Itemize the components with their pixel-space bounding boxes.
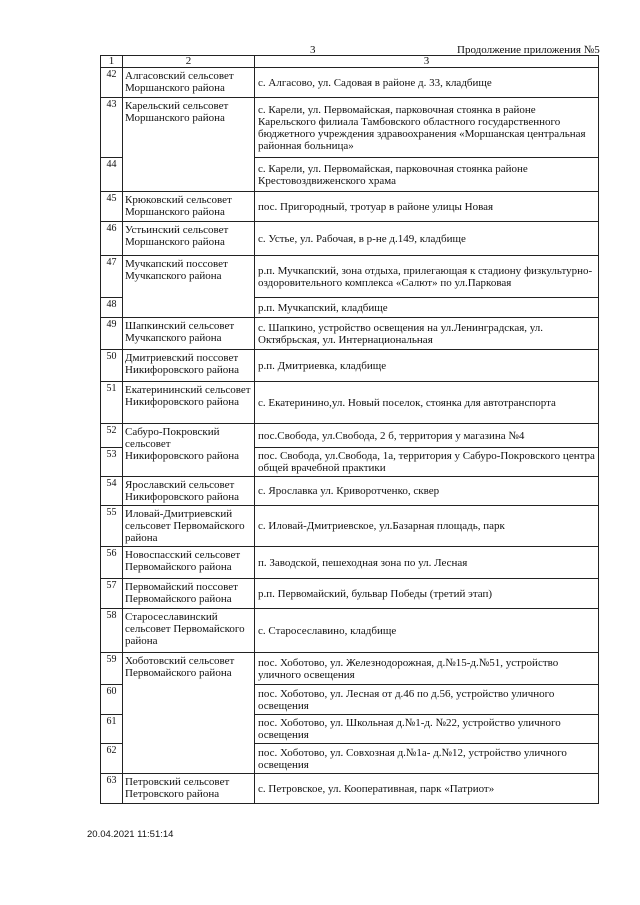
- district-name: Иловай-Дмитриевский сельсовет Первомайского района: [123, 506, 255, 547]
- row-number: 54: [101, 477, 123, 506]
- row-number: 57: [101, 579, 123, 609]
- table-row: [101, 653, 599, 685]
- table-row: [101, 68, 599, 98]
- table-row: [101, 318, 599, 350]
- column-header: 2: [123, 56, 255, 68]
- row-number: 53: [101, 448, 123, 477]
- row-number: 55: [101, 506, 123, 547]
- location-text: п. Заводской, пешеходная зона по ул. Лесная: [255, 547, 599, 579]
- row-number: 48: [101, 298, 123, 318]
- table-row: [101, 222, 599, 256]
- row-number: 56: [101, 547, 123, 579]
- table-row: [101, 382, 599, 424]
- continuation-note: Продолжение приложения №5: [457, 44, 600, 56]
- location-text: пос. Хоботово, ул. Совхозная д.№1а- д.№12, устройство уличного освещения: [255, 744, 599, 774]
- location-text: пос. Хоботово, ул. Школьная д.№1-д. №22, устройство уличного освещения: [255, 715, 599, 744]
- location-text: р.п. Первомайский, бульвар Победы (третий этап): [255, 579, 599, 609]
- table-row: [101, 774, 599, 804]
- location-text: с. Устье, ул. Рабочая, в р-не д.149, кладбище: [255, 222, 599, 256]
- district-name: Петровский сельсовет Петровского района: [123, 774, 255, 804]
- district-name: Алгасовский сельсовет Моршанского района: [123, 68, 255, 98]
- row-number: 61: [101, 715, 123, 744]
- location-text: пос. Хоботово, ул. Лесная от д.46 по д.56, устройство уличного освещения: [255, 685, 599, 715]
- table-row: [101, 506, 599, 547]
- row-number: 50: [101, 350, 123, 382]
- location-text: с. Карели, ул. Первомайская, парковочная стоянка в районе Карельского филиала Тамбовского областного государственного бюджетного учреждения здравоохранения «Моршанская центральная районная больница»: [255, 98, 599, 158]
- table-row: [101, 424, 599, 448]
- row-number: 42: [101, 68, 123, 98]
- column-header: 1: [101, 56, 123, 68]
- row-number: 58: [101, 609, 123, 653]
- district-name: Сабуро-Покровский сельсовет Никифоровского района: [123, 424, 255, 477]
- row-number: 51: [101, 382, 123, 424]
- location-text: с. Карели, ул. Первомайская, парковочная стоянка районе Крестовоздвиженского храма: [255, 158, 599, 192]
- district-name: Ярославский сельсовет Никифоровского района: [123, 477, 255, 506]
- row-number: 63: [101, 774, 123, 804]
- district-name: Первомайский поссовет Первомайского района: [123, 579, 255, 609]
- row-number: 59: [101, 653, 123, 685]
- row-number: 43: [101, 98, 123, 158]
- district-name: Новоспасский сельсовет Первомайского района: [123, 547, 255, 579]
- location-text: р.п. Мучкапский, кладбище: [255, 298, 599, 318]
- table-row: [101, 192, 599, 222]
- location-text: пос. Хоботово, ул. Железнодорожная, д.№15-д.№51, устройство уличного освещения: [255, 653, 599, 685]
- row-number: 47: [101, 256, 123, 298]
- row-number: 44: [101, 158, 123, 192]
- location-text: пос. Пригородный, тротуар в районе улицы Новая: [255, 192, 599, 222]
- district-name: Хоботовский сельсовет Первомайского района: [123, 653, 255, 774]
- district-name: Карельский сельсовет Моршанского района: [123, 98, 255, 192]
- district-name: Мучкапский поссовет Мучкапского района: [123, 256, 255, 318]
- row-number: 46: [101, 222, 123, 256]
- location-text: пос. Свобода, ул.Свобода, 1а, территория у Сабуро-Покровского центра общей врачебной практики: [255, 448, 599, 477]
- location-text: с. Старосеславино, кладбище: [255, 609, 599, 653]
- table-row: [101, 547, 599, 579]
- row-number: 52: [101, 424, 123, 448]
- table-row: [101, 350, 599, 382]
- table-row: [101, 579, 599, 609]
- location-text: с. Алгасово, ул. Садовая в районе д. 33, кладбище: [255, 68, 599, 98]
- table-header-row: [101, 56, 599, 68]
- row-number: 45: [101, 192, 123, 222]
- locations-table: [100, 55, 599, 804]
- location-text: с. Шапкино, устройство освещения на ул.Ленинградская, ул. Октябрьская, ул. Интернациональная: [255, 318, 599, 350]
- district-name: Екатерининский сельсовет Никифоровского района: [123, 382, 255, 424]
- table-row: [101, 477, 599, 506]
- row-number: 49: [101, 318, 123, 350]
- print-timestamp: 20.04.2021 11:51:14: [87, 829, 174, 840]
- district-name: Шапкинский сельсовет Мучкапского района: [123, 318, 255, 350]
- location-text: с. Иловай-Дмитриевское, ул.Базарная площадь, парк: [255, 506, 599, 547]
- location-text: с. Ярославка ул. Криворотченко, сквер: [255, 477, 599, 506]
- location-text: с. Петровское, ул. Кооперативная, парк «Патриот»: [255, 774, 599, 804]
- district-name: Устьинский сельсовет Моршанского района: [123, 222, 255, 256]
- table-row: [101, 98, 599, 158]
- location-text: р.п. Дмитриевка, кладбище: [255, 350, 599, 382]
- location-text: р.п. Мучкапский, зона отдыха, прилегающая к стадиону физкультурно-оздоровительного комплекса «Салют» по ул.Парковая: [255, 256, 599, 298]
- row-number: 60: [101, 685, 123, 715]
- district-name: Дмитриевский поссовет Никифоровского района: [123, 350, 255, 382]
- table-row: [101, 256, 599, 298]
- row-number: 62: [101, 744, 123, 774]
- page-number: 3: [310, 44, 316, 56]
- district-name: Крюковский сельсовет Моршанского района: [123, 192, 255, 222]
- table-row: [101, 609, 599, 653]
- location-text: пос.Свобода, ул.Свобода, 2 б, территория у магазина №4: [255, 424, 599, 448]
- column-header: 3: [255, 56, 599, 68]
- district-name: Старосеславинский сельсовет Первомайского района: [123, 609, 255, 653]
- location-text: с. Екатеринино,ул. Новый поселок, стоянка для автотранспорта: [255, 382, 599, 424]
